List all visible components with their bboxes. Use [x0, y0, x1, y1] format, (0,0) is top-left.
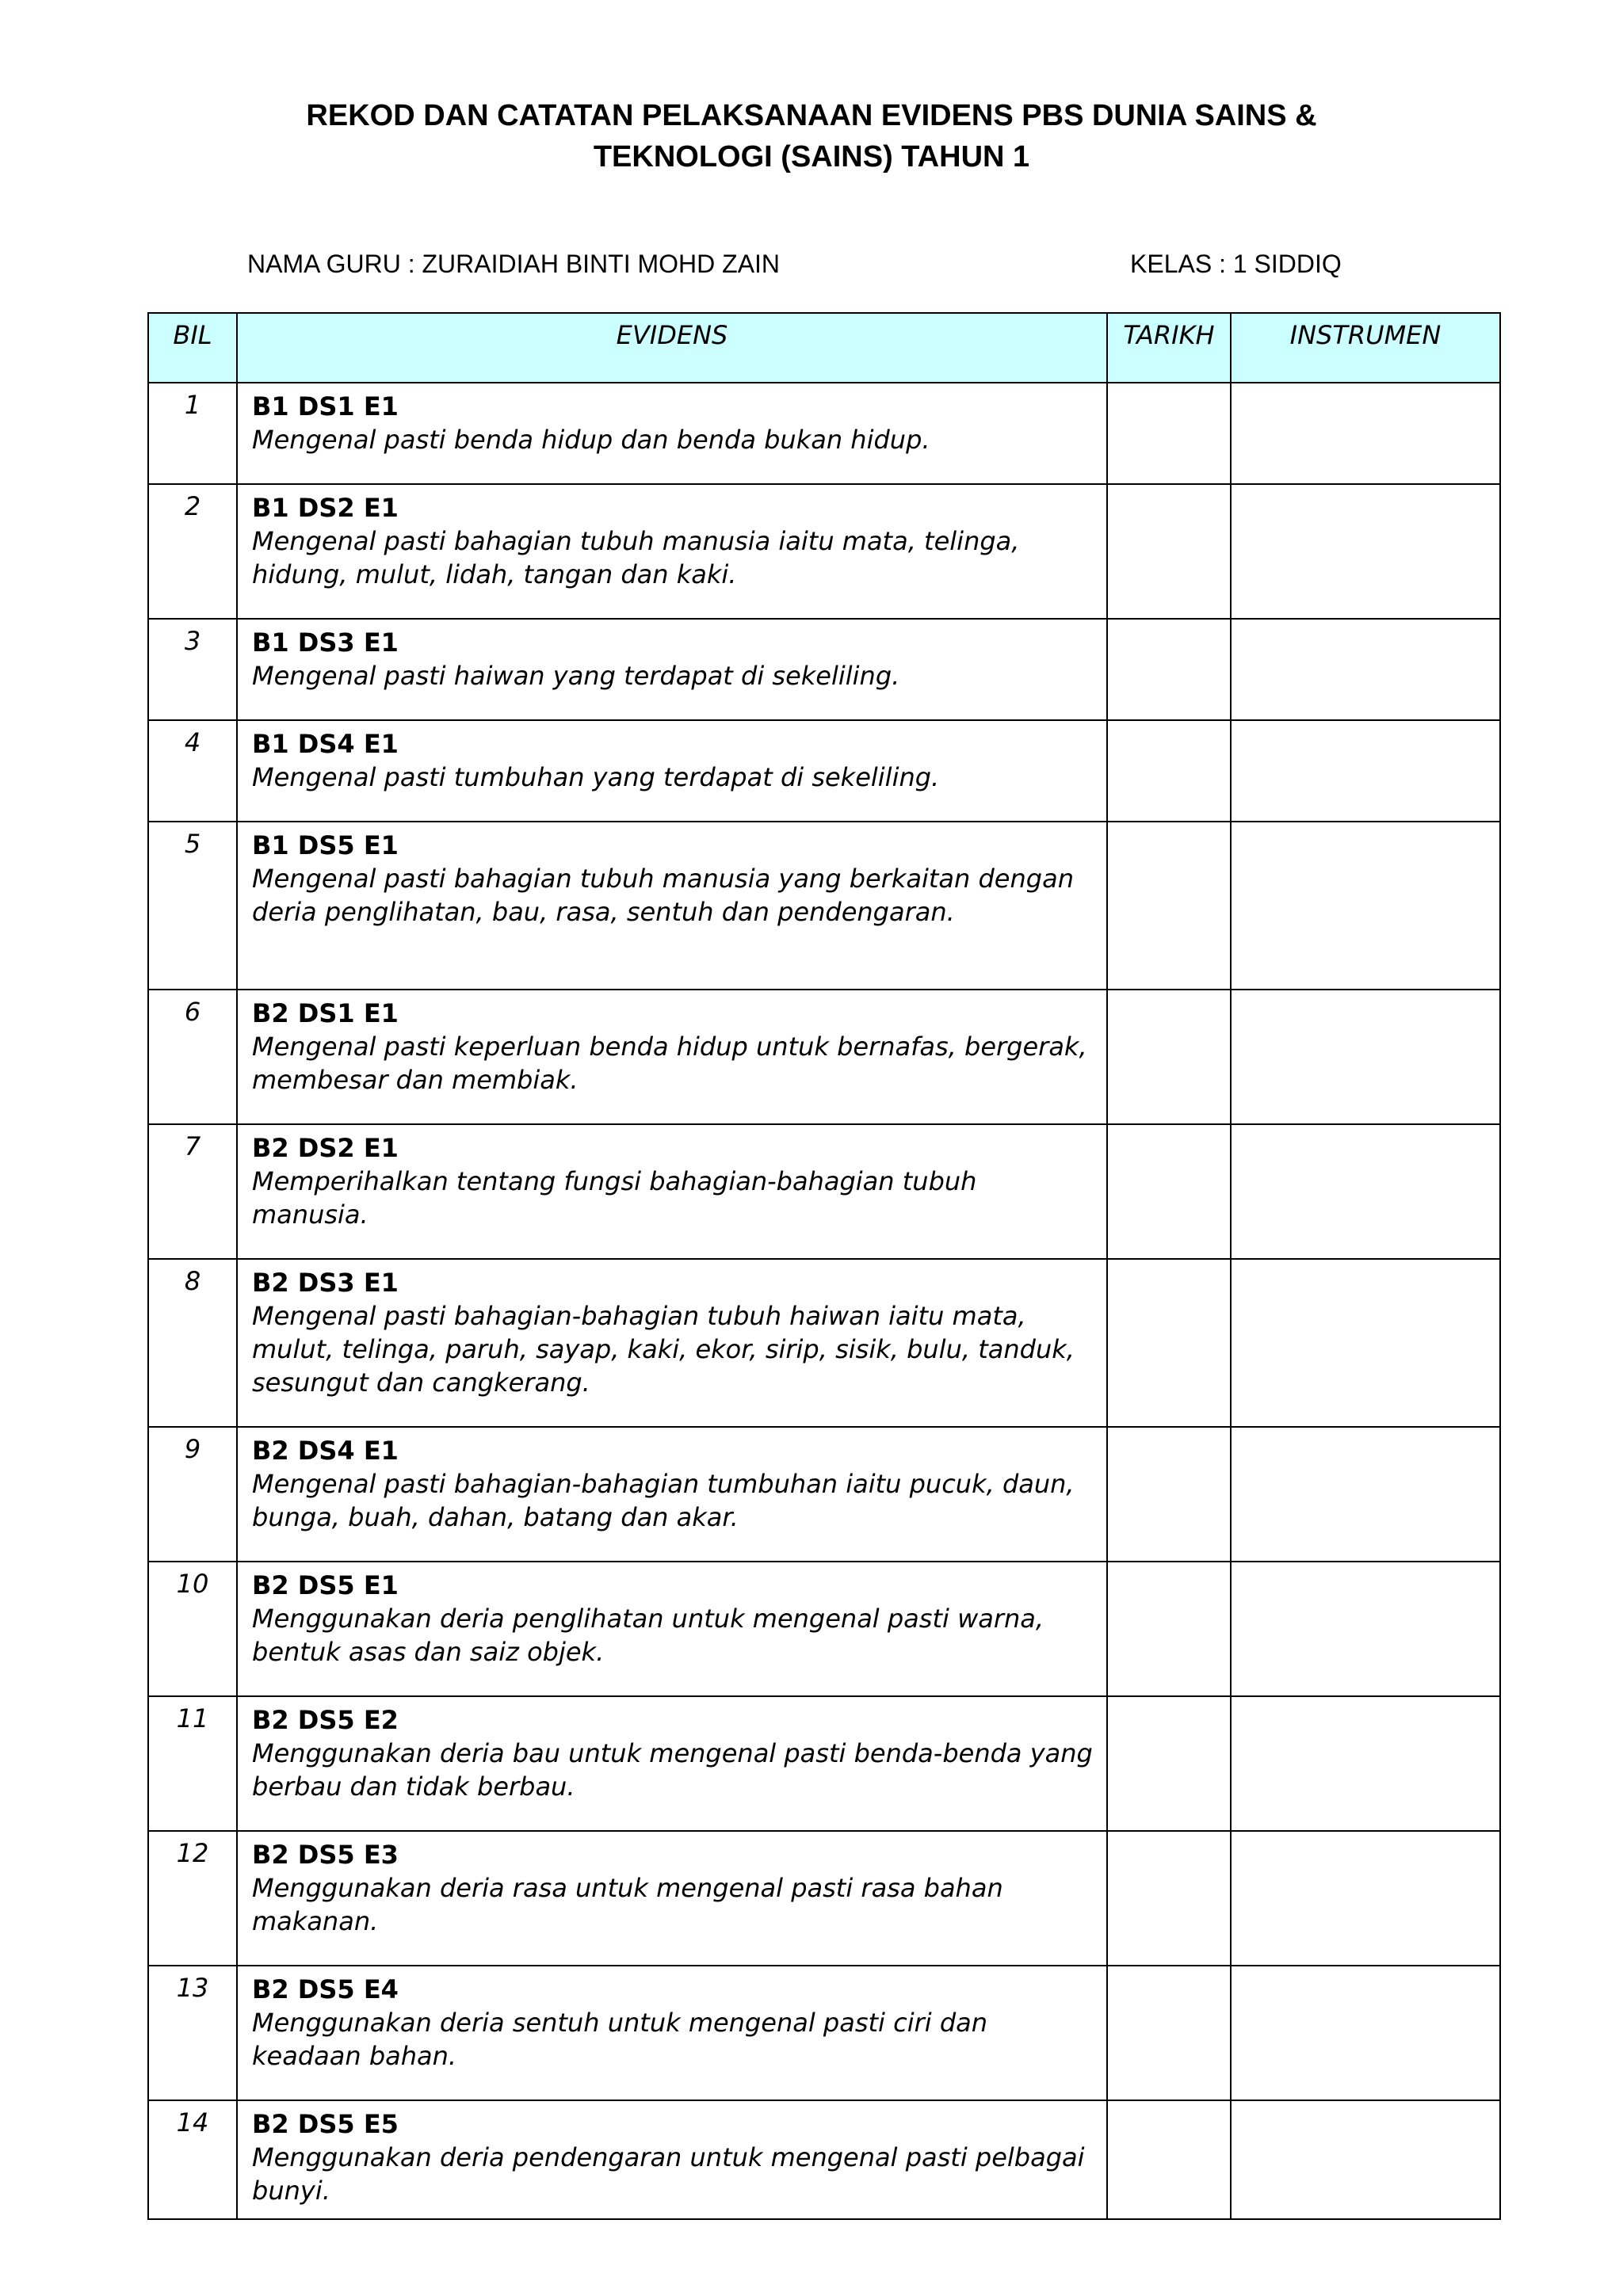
row-number: 12 [148, 1831, 237, 1966]
evidence-code: B2 DS5 E2 [252, 1705, 399, 1735]
column-header-instrumen: INSTRUMEN [1231, 313, 1500, 383]
tarikh-cell[interactable] [1107, 619, 1231, 720]
teacher-name: NAMA GURU : ZURAIDIAH BINTI MOHD ZAIN [247, 250, 781, 278]
evidence-record-table [147, 312, 1501, 2220]
instrumen-cell[interactable] [1231, 720, 1500, 822]
tarikh-cell[interactable] [1107, 1696, 1231, 1831]
evidence-cell [237, 484, 1107, 619]
evidence-code: B1 DS1 E1 [252, 391, 399, 421]
evidence-cell [237, 1259, 1107, 1427]
evidence-description: Mengenal pasti tumbuhan yang terdapat di sekeliling. [252, 762, 940, 792]
instrumen-cell[interactable] [1231, 1966, 1500, 2100]
tarikh-cell[interactable] [1107, 1124, 1231, 1259]
tarikh-cell[interactable] [1107, 1831, 1231, 1966]
instrumen-cell[interactable] [1231, 1427, 1500, 1562]
table-row [148, 484, 1500, 619]
table-row [148, 1966, 1500, 2100]
evidence-description: Mengenal pasti haiwan yang terdapat di sekeliling. [252, 661, 900, 691]
instrumen-cell[interactable] [1231, 619, 1500, 720]
row-number: 13 [148, 1966, 237, 2100]
table-header-row [148, 313, 1500, 383]
row-number: 8 [148, 1259, 237, 1427]
instrumen-cell[interactable] [1231, 1696, 1500, 1831]
evidence-code: B2 DS1 E1 [252, 998, 399, 1028]
evidence-cell [237, 1427, 1107, 1562]
evidence-code: B2 DS5 E4 [252, 1974, 399, 2004]
evidence-code: B1 DS3 E1 [252, 627, 399, 658]
instrumen-cell[interactable] [1231, 1562, 1500, 1696]
evidence-description: Mengenal pasti benda hidup dan benda bukan hidup. [252, 425, 930, 455]
table-row [148, 1831, 1500, 1966]
table-row [148, 822, 1500, 990]
table-row [148, 1696, 1500, 1831]
evidence-code: B2 DS4 E1 [252, 1436, 399, 1466]
tarikh-cell[interactable] [1107, 822, 1231, 990]
evidence-code: B1 DS5 E1 [252, 830, 399, 860]
evidence-cell [237, 990, 1107, 1124]
row-number: 11 [148, 1696, 237, 1831]
tarikh-cell[interactable] [1107, 1427, 1231, 1562]
tarikh-cell[interactable] [1107, 1259, 1231, 1427]
table-row [148, 1259, 1500, 1427]
tarikh-cell[interactable] [1107, 990, 1231, 1124]
row-number: 10 [148, 1562, 237, 1696]
evidence-code: B1 DS2 E1 [252, 493, 399, 523]
evidence-description: Menggunakan deria penglihatan untuk mengenal pasti warna, bentuk asas dan saiz objek. [252, 1604, 1044, 1667]
evidence-cell [237, 1124, 1107, 1259]
row-number: 3 [148, 619, 237, 720]
evidence-description: Mengenal pasti keperluan benda hidup untuk bernafas, bergerak, membesar dan membiak. [252, 1032, 1087, 1095]
row-number: 1 [148, 383, 237, 484]
evidence-description: Menggunakan deria bau untuk mengenal pasti benda-benda yang berbau dan tidak berbau. [252, 1738, 1093, 1802]
evidence-cell [237, 1966, 1107, 2100]
evidence-description: Mengenal pasti bahagian-bahagian tumbuhan iaitu pucuk, daun, bunga, buah, dahan, batang dan akar. [252, 1469, 1075, 1532]
row-number: 14 [148, 2100, 237, 2219]
evidence-description: Mengenal pasti bahagian-bahagian tubuh haiwan iaitu mata, mulut, telinga, paruh, sayap, kaki, ekor, sirip, sisik, bulu, tanduk, sesungut dan cangkerang. [252, 1301, 1075, 1398]
table-row [148, 720, 1500, 822]
instrumen-cell[interactable] [1231, 383, 1500, 484]
column-header-evidens: EVIDENS [237, 313, 1107, 383]
table-row [148, 1427, 1500, 1562]
table-row [148, 1124, 1500, 1259]
instrumen-cell[interactable] [1231, 1831, 1500, 1966]
row-number: 6 [148, 990, 237, 1124]
evidence-cell [237, 1696, 1107, 1831]
evidence-code: B2 DS5 E5 [252, 2109, 399, 2139]
title-line-1: REKOD DAN CATATAN PELAKSANAAN EVIDENS PBS DUNIA SAINS & [306, 99, 1317, 132]
instrumen-cell[interactable] [1231, 822, 1500, 990]
title-line-2: TEKNOLOGI (SAINS) TAHUN 1 [593, 140, 1030, 174]
row-number: 7 [148, 1124, 237, 1259]
evidence-description: Memperihalkan tentang fungsi bahagian-bahagian tubuh manusia. [252, 1166, 977, 1230]
evidence-description: Menggunakan deria pendengaran untuk mengenal pasti pelbagai bunyi. [252, 2142, 1085, 2206]
table-row [148, 619, 1500, 720]
column-header-tarikh: TARIKH [1107, 313, 1231, 383]
table-row [148, 990, 1500, 1124]
tarikh-cell[interactable] [1107, 2100, 1231, 2219]
row-number: 9 [148, 1427, 237, 1562]
evidence-description: Mengenal pasti bahagian tubuh manusia iaitu mata, telinga, hidung, mulut, lidah, tangan dan kaki. [252, 526, 1020, 589]
class-name: KELAS : 1 SIDDIQ [1130, 250, 1342, 278]
tarikh-cell[interactable] [1107, 720, 1231, 822]
evidence-description: Menggunakan deria sentuh untuk mengenal pasti ciri dan keadaan bahan. [252, 2008, 988, 2071]
table-row [148, 1562, 1500, 1696]
instrumen-cell[interactable] [1231, 484, 1500, 619]
evidence-code: B1 DS4 E1 [252, 729, 399, 759]
evidence-cell [237, 1562, 1107, 1696]
instrumen-cell[interactable] [1231, 990, 1500, 1124]
table-row [148, 2100, 1500, 2219]
evidence-description: Mengenal pasti bahagian tubuh manusia yang berkaitan dengan deria penglihatan, bau, rasa, sentuh dan pendengaran. [252, 864, 1074, 927]
evidence-cell [237, 822, 1107, 990]
evidence-code: B2 DS5 E1 [252, 1570, 399, 1600]
evidence-cell [237, 720, 1107, 822]
instrumen-cell[interactable] [1231, 1124, 1500, 1259]
tarikh-cell[interactable] [1107, 1966, 1231, 2100]
tarikh-cell[interactable] [1107, 484, 1231, 619]
evidence-cell [237, 1831, 1107, 1966]
row-number: 2 [148, 484, 237, 619]
document-title [0, 95, 1623, 177]
column-header-bil: BIL [148, 313, 237, 383]
row-number: 4 [148, 720, 237, 822]
evidence-cell [237, 2100, 1107, 2219]
evidence-description: Menggunakan deria rasa untuk mengenal pasti rasa bahan makanan. [252, 1873, 1003, 1936]
instrumen-cell[interactable] [1231, 1259, 1500, 1427]
evidence-code: B2 DS3 E1 [252, 1268, 399, 1298]
evidence-code: B2 DS2 E1 [252, 1133, 399, 1163]
table-row [148, 383, 1500, 484]
row-number: 5 [148, 822, 237, 990]
evidence-cell [237, 383, 1107, 484]
tarikh-cell[interactable] [1107, 1562, 1231, 1696]
evidence-code: B2 DS5 E3 [252, 1840, 399, 1870]
table-body [148, 383, 1500, 2219]
evidence-cell [237, 619, 1107, 720]
instrumen-cell[interactable] [1231, 2100, 1500, 2219]
tarikh-cell[interactable] [1107, 383, 1231, 484]
